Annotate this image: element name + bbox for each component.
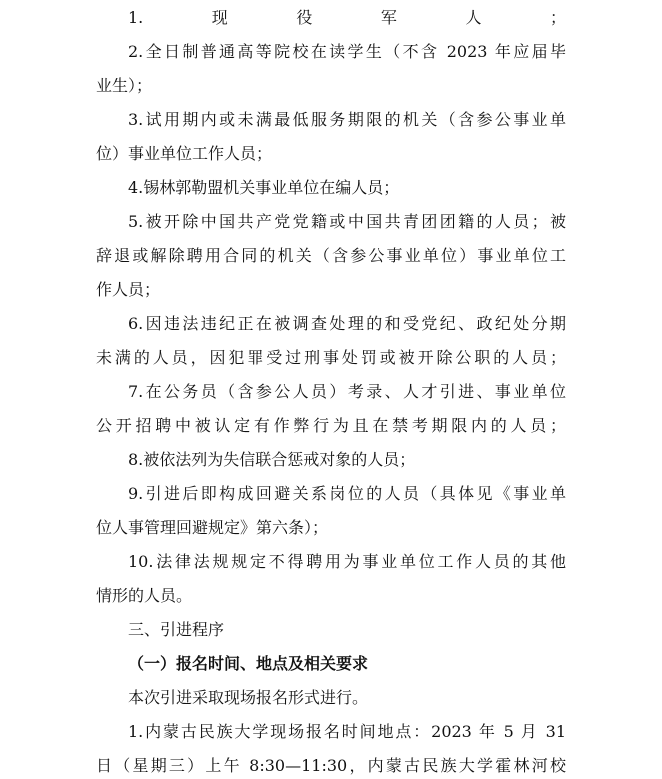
text-line: 情形的人员。 <box>96 586 193 605</box>
text-line: 日（星期三）上午 8:30—11:30，内蒙古民族大学霍林河校 <box>96 756 566 775</box>
text-line: 9.引进后即构成回避关系岗位的人员（具体见《事业单 <box>128 484 566 503</box>
text-line: 8.被依法列为失信联合惩戒对象的人员； <box>128 450 416 469</box>
text-line: 4.锡林郭勒盟机关事业单位在编人员； <box>128 178 400 197</box>
text-line: 7.在公务员（含参公人员）考录、人才引进、事业单位 <box>128 382 566 401</box>
text-line: 位）事业单位工作人员； <box>96 144 273 163</box>
text-line: 1.现役军人； <box>128 8 566 27</box>
text-line: 5.被开除中国共产党党籍或中国共青团团籍的人员；被 <box>128 212 566 231</box>
text-line: 业生）； <box>96 76 153 95</box>
text-line: 作人员； <box>96 280 161 299</box>
text-line: 1.内蒙古民族大学现场报名时间地点：2023 年 5 月 31 <box>128 722 566 741</box>
text-line: 未满的人员，因犯罪受过刑事处罚或被开除公职的人员； <box>96 348 566 367</box>
text-line: 10.法律法规规定不得聘用为事业单位工作人员的其他 <box>128 552 566 571</box>
text-line: 2.全日制普通高等院校在读学生（不含 2023 年应届毕 <box>128 42 566 61</box>
section-heading: 三、引进程序 <box>128 620 225 639</box>
text-line: 3.试用期内或未满最低服务期限的机关（含参公事业单 <box>128 110 566 129</box>
text-line: 6.因违法违纪正在被调查处理的和受党纪、政纪处分期 <box>128 314 566 333</box>
text-line: 辞退或解除聘用合同的机关（含参公事业单位）事业单位工 <box>96 246 566 265</box>
text-line: 位人事管理回避规定》第六条）； <box>96 518 329 537</box>
text-line: 公开招聘中被认定有作弊行为且在禁考期限内的人员； <box>96 416 566 435</box>
text-line: 本次引进采取现场报名形式进行。 <box>128 688 369 707</box>
subsection-heading: （一）报名时间、地点及相关要求 <box>128 654 369 673</box>
